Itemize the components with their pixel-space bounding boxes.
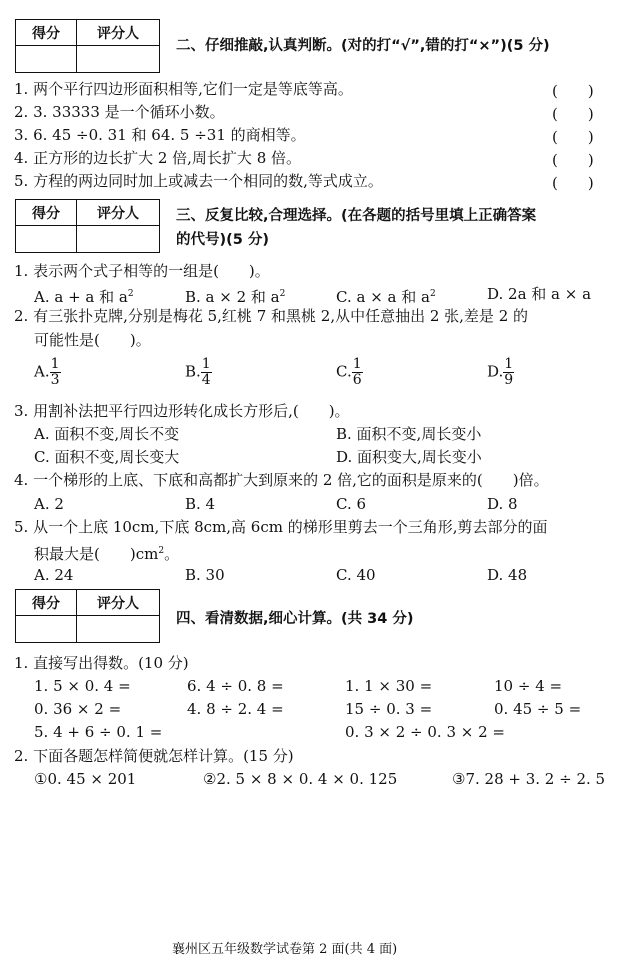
answer-paren-4[interactable]: ( ) bbox=[552, 151, 594, 169]
choice-q1-b: B. a × 2 和 $a^2$ bbox=[185, 288, 286, 306]
fraction: $\frac{1}{6}$ bbox=[352, 356, 362, 388]
choice-q2-b: B. $\frac{1}{4}$ bbox=[185, 356, 211, 388]
calc-q2-stem: 2. 下面各题怎样简便就怎样计算。(15 分) bbox=[14, 747, 294, 765]
judge-item-2: 2. 3. 33333 是一个循环小数。 bbox=[14, 103, 225, 121]
calc-item: 0. 36 × 2 = bbox=[34, 700, 122, 718]
calc-q1-stem: 1. 直接写出得数。(10 分) bbox=[14, 654, 189, 672]
score-label: 得分 bbox=[16, 20, 77, 46]
score-cell[interactable] bbox=[16, 616, 77, 643]
simplify-item-3: ③7. 28 + 3. 2 ÷ 2. 5 bbox=[452, 770, 606, 788]
choice-q1-a: A. a + a 和 $a^2$ bbox=[34, 288, 134, 306]
choice-q2-c: C. $\frac{1}{6}$ bbox=[336, 356, 362, 388]
judge-item-5: 5. 方程的两边同时加上或减去一个相同的数,等式成立。 bbox=[14, 172, 383, 190]
grader-cell[interactable] bbox=[77, 226, 160, 253]
judge-item-1: 1. 两个平行四边形面积相等,它们一定是等底等高。 bbox=[14, 80, 353, 98]
choice-q3-d: D. 面积变大,周长变小 bbox=[336, 448, 482, 466]
choice-q4-stem: 4. 一个梯形的上底、下底和高都扩大到原来的 2 倍,它的面积是原来的( )倍。 bbox=[14, 471, 549, 489]
score-label: 得分 bbox=[16, 590, 77, 616]
choice-q4-c: C. 6 bbox=[336, 495, 367, 513]
grader-label: 评分人 bbox=[77, 20, 160, 46]
section2-title: 二、仔细推敲,认真判断。(对的打“√”,错的打“×”)(5 分) bbox=[176, 38, 550, 54]
answer-paren-2[interactable]: ( ) bbox=[552, 105, 594, 123]
choice-q3-a: A. 面积不变,周长不变 bbox=[34, 425, 180, 443]
choice-q1-stem: 1. 表示两个式子相等的一组是( )。 bbox=[14, 262, 270, 280]
choice-q2-stem-line2: 可能性是( )。 bbox=[34, 331, 151, 349]
section3-title-line2: 的代号)(5 分) bbox=[176, 232, 270, 248]
calc-item: 1. 5 × 0. 4 = bbox=[34, 677, 131, 695]
score-cell[interactable] bbox=[16, 46, 77, 73]
answer-paren-3[interactable]: ( ) bbox=[552, 128, 594, 146]
choice-q4-d: D. 8 bbox=[487, 495, 518, 513]
grader-cell[interactable] bbox=[77, 616, 160, 643]
calc-item: 0. 3 × 2 ÷ 0. 3 × 2 = bbox=[345, 723, 505, 741]
calc-item: 1. 1 × 30 = bbox=[345, 677, 433, 695]
choice-q1-d: D. 2a 和 a × a bbox=[487, 285, 592, 303]
judge-item-4: 4. 正方形的边长扩大 2 倍,周长扩大 8 倍。 bbox=[14, 149, 302, 167]
section4-title: 四、看清数据,细心计算。(共 34 分) bbox=[176, 611, 414, 627]
choice-q5-a: A. 24 bbox=[34, 566, 74, 584]
choice-q3-b: B. 面积不变,周长变小 bbox=[336, 425, 482, 443]
choice-q5-d: D. 48 bbox=[487, 566, 528, 584]
score-table-section3 bbox=[15, 199, 160, 253]
fraction: $\frac{1}{3}$ bbox=[50, 356, 60, 388]
fraction: $\frac{1}{4}$ bbox=[201, 356, 211, 388]
calc-item: 15 ÷ 0. 3 = bbox=[345, 700, 433, 718]
choice-q4-b: B. 4 bbox=[185, 495, 216, 513]
choice-q2-a: A. $\frac{1}{3}$ bbox=[34, 356, 60, 388]
calc-item: 5. 4 + 6 ÷ 0. 1 = bbox=[34, 723, 163, 741]
grader-cell[interactable] bbox=[77, 46, 160, 73]
score-table-section4 bbox=[15, 589, 160, 643]
choice-q3-stem: 3. 用割补法把平行四边形转化成长方形后,( )。 bbox=[14, 402, 350, 420]
choice-q4-a: A. 2 bbox=[34, 495, 64, 513]
choice-q5-stem-line1: 5. 从一个上底 10cm,下底 8cm,高 6cm 的梯形里剪去一个三角形,剪去部分的面 bbox=[14, 518, 548, 536]
calc-item: 0. 45 ÷ 5 = bbox=[494, 700, 582, 718]
choice-q5-stem-line2: 积最大是( )$cm^2$。 bbox=[34, 545, 180, 563]
choice-q5-b: B. 30 bbox=[185, 566, 225, 584]
choice-q5-c: C. 40 bbox=[336, 566, 376, 584]
simplify-item-1: ①0. 45 × 201 bbox=[34, 770, 137, 788]
choice-q1-c: C. a × a 和 $a^2$ bbox=[336, 288, 436, 306]
grader-label: 评分人 bbox=[77, 590, 160, 616]
answer-paren-5[interactable]: ( ) bbox=[552, 174, 594, 192]
score-cell[interactable] bbox=[16, 226, 77, 253]
section3-title-line1: 三、反复比较,合理选择。(在各题的括号里填上正确答案 bbox=[176, 208, 537, 224]
fraction: $\frac{1}{9}$ bbox=[504, 356, 514, 388]
page-footer: 襄州区五年级数学试卷第 2 面(共 4 面) bbox=[172, 942, 398, 957]
calc-item: 10 ÷ 4 = bbox=[494, 677, 563, 695]
score-table-section2 bbox=[15, 19, 160, 73]
score-label: 得分 bbox=[16, 200, 77, 226]
choice-q3-c: C. 面积不变,周长变大 bbox=[34, 448, 180, 466]
choice-q2-stem-line1: 2. 有三张扑克牌,分别是梅花 5,红桃 7 和黑桃 2,从中任意抽出 2 张,差是 2 的 bbox=[14, 307, 529, 325]
choice-q2-d: D. $\frac{1}{9}$ bbox=[487, 356, 514, 388]
simplify-item-2: ②2. 5 × 8 × 0. 4 × 0. 125 bbox=[203, 770, 398, 788]
judge-item-3: 3. 6. 45 ÷0. 31 和 64. 5 ÷31 的商相等。 bbox=[14, 126, 306, 144]
calc-item: 6. 4 ÷ 0. 8 = bbox=[187, 677, 284, 695]
grader-label: 评分人 bbox=[77, 200, 160, 226]
calc-item: 4. 8 ÷ 2. 4 = bbox=[187, 700, 284, 718]
answer-paren-1[interactable]: ( ) bbox=[552, 82, 594, 100]
